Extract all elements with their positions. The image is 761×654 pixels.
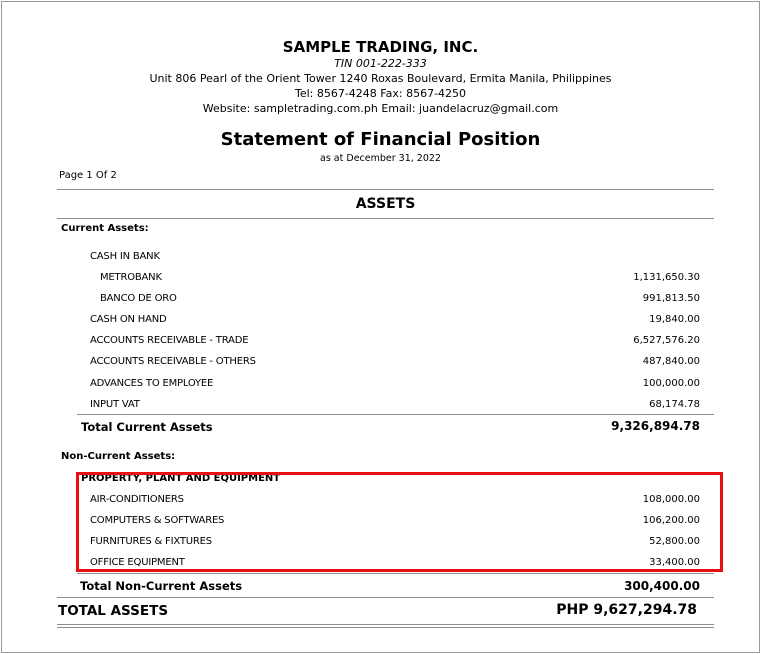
line-item-amount: 108,000.00 bbox=[642, 494, 700, 505]
company-name: SAMPLE TRADING, INC. bbox=[282, 38, 479, 56]
line-item-amount: 6,527,576.20 bbox=[633, 335, 700, 346]
ppe-label: PROPERTY, PLANT AND EQUIPMENT bbox=[81, 473, 281, 484]
assets-heading: ASSETS bbox=[355, 196, 416, 212]
line-item-label: ACCOUNTS RECEIVABLE - OTHERS bbox=[90, 356, 256, 367]
total-current-assets-label: Total Current Assets bbox=[81, 420, 213, 434]
double-underline bbox=[57, 624, 714, 625]
divider bbox=[77, 414, 714, 415]
divider bbox=[57, 218, 714, 219]
line-item-label: OFFICE EQUIPMENT bbox=[90, 557, 185, 568]
line-item-label: CASH ON HAND bbox=[90, 314, 167, 325]
highlight-box bbox=[76, 472, 723, 572]
line-item-label: FURNITURES & FIXTURES bbox=[90, 536, 212, 547]
statement-title: Statement of Financial Position bbox=[220, 129, 541, 150]
current-assets-title: Current Assets: bbox=[61, 223, 149, 234]
line-item-amount: 1,131,650.30 bbox=[633, 272, 700, 283]
double-underline bbox=[57, 627, 714, 628]
company-website: Website: sampletrading.com.ph Email: juandelacruz@gmail.com bbox=[202, 102, 559, 115]
total-noncurrent-assets-amount: 300,400.00 bbox=[624, 579, 700, 593]
line-item-amount: 19,840.00 bbox=[649, 314, 700, 325]
divider bbox=[77, 573, 714, 574]
line-item-amount: 68,174.78 bbox=[649, 399, 700, 410]
divider bbox=[57, 189, 714, 190]
statement-date: as at December 31, 2022 bbox=[320, 153, 441, 164]
company-address: Unit 806 Pearl of the Orient Tower 1240 Roxas Boulevard, Ermita Manila, Philippines bbox=[149, 72, 612, 85]
total-noncurrent-assets-label: Total Non-Current Assets bbox=[80, 579, 243, 593]
line-item-label: ACCOUNTS RECEIVABLE - TRADE bbox=[90, 335, 249, 346]
divider bbox=[57, 597, 714, 598]
line-item-amount: 52,800.00 bbox=[649, 536, 700, 547]
line-item-amount: 33,400.00 bbox=[649, 557, 700, 568]
line-item-label: ADVANCES TO EMPLOYEE bbox=[90, 378, 214, 389]
line-item-label: INPUT VAT bbox=[90, 399, 140, 410]
line-item-amount: 991,813.50 bbox=[642, 293, 700, 304]
line-item-label: BANCO DE ORO bbox=[100, 293, 177, 304]
company-tin: TIN 001-222-333 bbox=[334, 57, 427, 70]
line-item-label: COMPUTERS & SOFTWARES bbox=[90, 515, 225, 526]
line-item-label: METROBANK bbox=[100, 272, 162, 283]
line-item-amount: 487,840.00 bbox=[642, 356, 700, 367]
line-item-amount: 100,000.00 bbox=[642, 378, 700, 389]
line-item-amount: 106,200.00 bbox=[642, 515, 700, 526]
noncurrent-assets-title: Non-Current Assets: bbox=[61, 451, 176, 462]
cash-in-bank-label: CASH IN BANK bbox=[90, 251, 160, 262]
page-indicator: Page 1 Of 2 bbox=[59, 170, 117, 181]
total-assets-amount: PHP 9,627,294.78 bbox=[556, 602, 697, 618]
total-assets-label: TOTAL ASSETS bbox=[58, 603, 169, 619]
line-item-label: AIR-CONDITIONERS bbox=[90, 494, 184, 505]
total-current-assets-amount: 9,326,894.78 bbox=[611, 419, 700, 433]
company-contact: Tel: 8567-4248 Fax: 8567-4250 bbox=[294, 87, 467, 100]
